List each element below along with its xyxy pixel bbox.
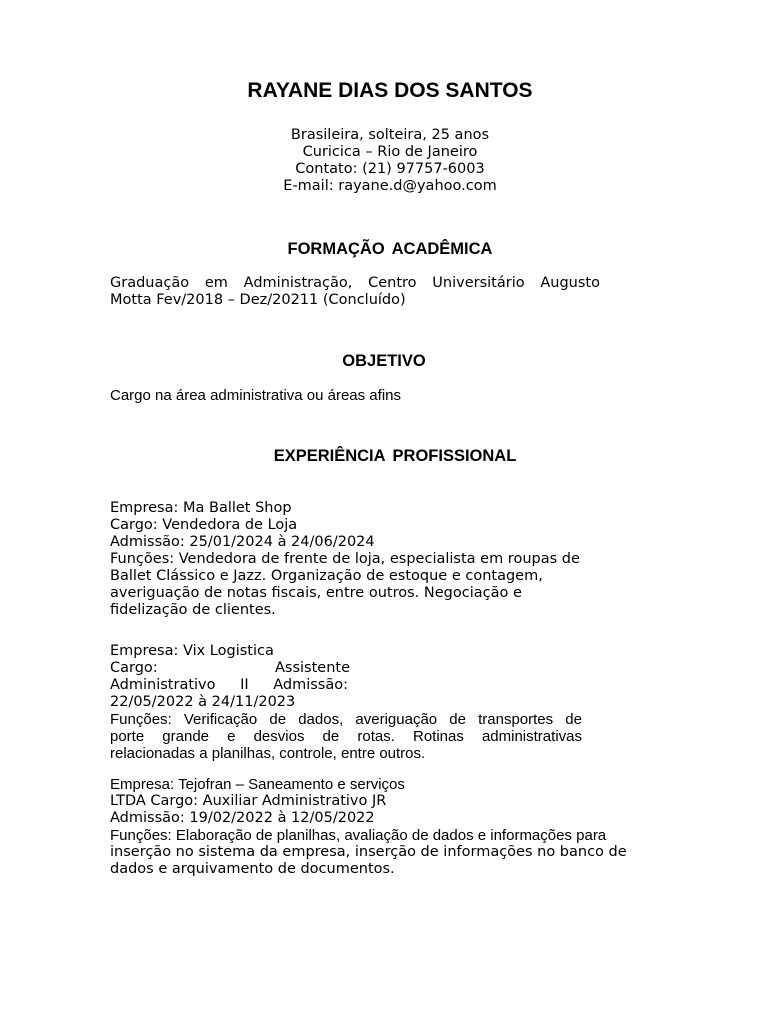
job-ma-ballet — [110, 500, 630, 619]
job-line: fidelização de clientes. — [110, 602, 276, 618]
education-block — [110, 275, 600, 309]
job-line: Cargo: Vendedora de Loja — [110, 517, 298, 533]
job-line: Empresa: Vix Logistica — [110, 643, 274, 659]
job-line: Administrativo II Admissão: — [110, 677, 348, 693]
education-line: Graduação em Administração, Centro Universitário Augusto — [110, 275, 600, 291]
job-line: Ballet Clássico e Jazz. Organização de estoque e contagem, — [110, 568, 543, 584]
experience-title: EXPERIÊNCIA PROFISSIONAL — [273, 447, 517, 465]
job-line: Empresa: Ma Ballet Shop — [110, 500, 292, 516]
objective-text: Cargo na área administrativa ou áreas afins — [110, 387, 401, 404]
job-line: Funções: Verificação de dados, averiguação de transportes de — [110, 711, 582, 728]
job-line: Admissão: 25/01/2024 à 24/06/2024 — [110, 534, 375, 550]
job-line: 22/05/2022 à 24/11/2023 — [110, 694, 296, 710]
personal-line: Curicica – Rio de Janeiro — [302, 144, 478, 160]
job-line: Admissão: 19/02/2022 à 12/05/2022 — [110, 810, 375, 826]
job-cargo-line — [110, 660, 350, 677]
job-line: LTDA Cargo: Auxiliar Administrativo JR — [110, 793, 387, 809]
job-line: Empresa: Tejofran – Saneamento e serviços — [110, 776, 405, 793]
job-line: Funções: Elaboração de planilhas, avaliação de dados e informações para — [110, 827, 607, 844]
job-line: dados e arquivamento de documentos. — [110, 861, 395, 877]
job-line: Funções: Vendedora de frente de loja, especialista em roupas de — [110, 551, 580, 567]
cargo-label: Cargo: — [110, 660, 158, 676]
job-vix-logistica — [110, 643, 582, 762]
personal-line: Brasileira, solteira, 25 anos — [290, 127, 490, 143]
resume-name: RAYANE DIAS DOS SANTOS — [247, 79, 533, 102]
cargo-value: Assistente — [274, 660, 350, 676]
objective-title: OBJETIVO — [342, 352, 426, 370]
job-line: averiguação de notas fiscais, entre outros. Negociação e — [110, 585, 522, 601]
education-line: Motta Fev/2018 – Dez/20211 (Concluído) — [110, 292, 406, 308]
job-line: relacionadas a planilhas, controle, entre outros. — [110, 745, 426, 762]
job-line: inserção no sistema da empresa, inserção de informações no banco de — [110, 844, 627, 860]
job-line: porte grande e desvios de rotas. Rotinas administrativas — [110, 728, 582, 745]
education-title: FORMAÇÃO ACADÊMICA — [287, 240, 493, 258]
email-line: E-mail: rayane.d@yahoo.com — [283, 178, 497, 194]
personal-info — [0, 127, 768, 195]
contact-line: Contato: (21) 97757-6003 — [295, 161, 485, 177]
job-tejofran — [110, 776, 650, 878]
